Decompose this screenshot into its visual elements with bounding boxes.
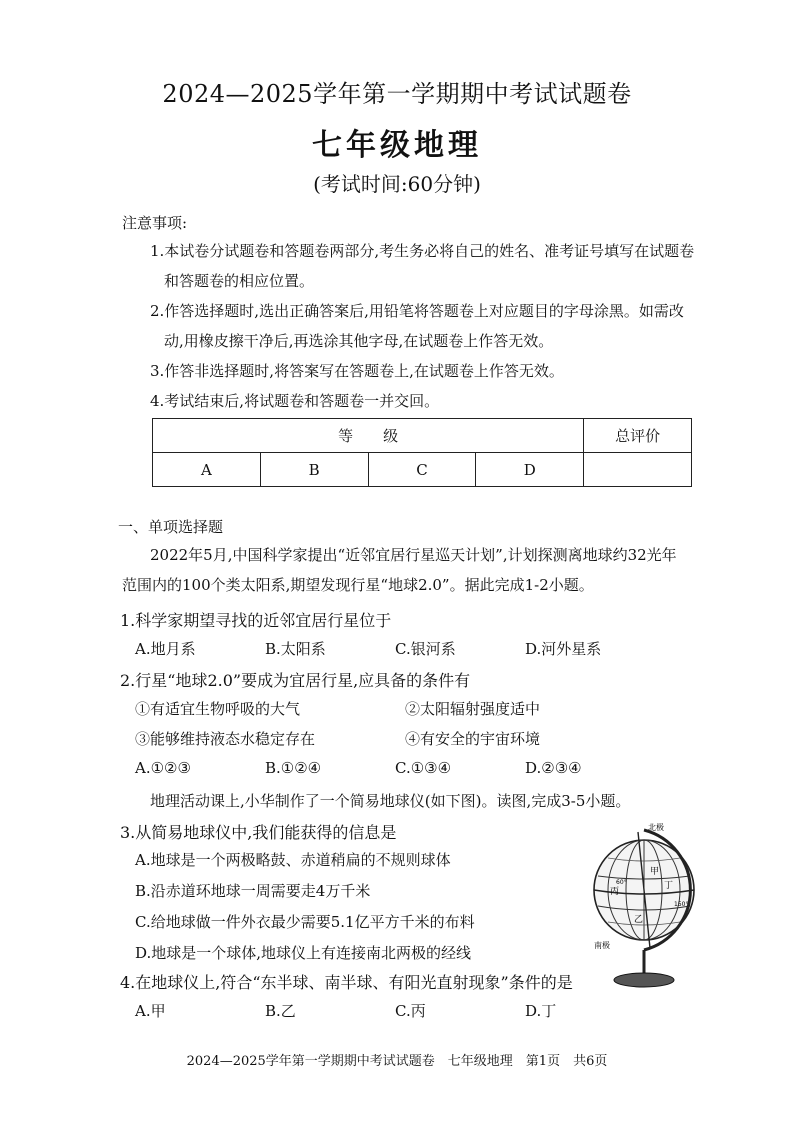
globe-label-lon-right: 150° [674, 901, 689, 908]
q1-option-c: C.银河系 [395, 640, 456, 658]
q1-option-d: D.河外星系 [525, 640, 602, 658]
exam-title: 2024—2025学年第一学期期中考试试题卷 [162, 80, 632, 108]
q2-condition-1: ①有适宜生物呼吸的大气 [135, 700, 301, 718]
q2-condition-2: ②太阳辐射强度适中 [405, 700, 541, 718]
grade-cell-d: D [476, 453, 584, 487]
globe-base [614, 973, 674, 987]
grade-cell-b: B [260, 453, 368, 487]
grade-cell-c: C [368, 453, 476, 487]
total-evaluation-header: 总评价 [584, 419, 692, 453]
q4-option-b: B.乙 [265, 1002, 296, 1020]
total-evaluation-cell [584, 453, 692, 487]
notice-heading: 注意事项: [122, 214, 188, 232]
intro-passage-2: 地理活动课上,小华制作了一个简易地球仪(如下图)。读图,完成3-5小题。 [150, 792, 631, 810]
grade-header: 等 级 [153, 419, 584, 453]
q4-option-d: D.丁 [525, 1002, 557, 1020]
notice-item-1: 1.本试卷分试题卷和答题卷两部分,考生务必将自己的姓名、准考证号填写在试题卷 [150, 242, 695, 260]
q2-option-c: C.①③④ [395, 759, 452, 777]
question-3-options [135, 845, 475, 969]
globe-label-south: 南极 [594, 941, 610, 950]
question-4-stem: 4.在地球仪上,符合“东半球、南半球、有阳光直射现象”条件的是 [120, 973, 573, 992]
notice-item-4: 4.考试结束后,将试题卷和答题卷一并交回。 [150, 392, 440, 410]
q1-option-b: B.太阳系 [265, 640, 326, 658]
page-footer: 2024—2025学年第一学期期中考试试题卷 七年级地理 第1页 共6页 [186, 1054, 608, 1069]
question-2-conditions-row2 [135, 728, 675, 749]
notice-item-2-cont: 动,用橡皮擦干净后,再选涂其他字母,在试题卷上作答无效。 [164, 332, 554, 350]
q4-option-c: C.丙 [395, 1002, 426, 1020]
subject-title: 七年级地理 [312, 128, 482, 163]
q3-option-c: C.给地球做一件外衣最少需要5.1亿平方千米的布料 [135, 913, 475, 931]
notice-item-2: 2.作答选择题时,选出正确答案后,用铅笔将答题卷上对应题目的字母涂黑。如需改 [150, 302, 684, 320]
q1-option-a: A.地月系 [135, 640, 196, 658]
section-heading: 一、单项选择题 [118, 518, 224, 536]
question-1-stem: 1.科学家期望寻找的近邻宜居行星位于 [120, 611, 392, 630]
grade-cell-a: A [153, 453, 261, 487]
intro-1-line-2: 范围内的100个类太阳系,期望发现行星“地球2.0”。据此完成1-2小题。 [122, 576, 594, 594]
q2-condition-4: ④有安全的宇宙环境 [405, 730, 541, 748]
question-2-options [135, 759, 655, 777]
globe-label-ding: 丁 [664, 881, 674, 891]
q4-option-a: A.甲 [135, 1002, 166, 1020]
q2-option-a: A.①②③ [135, 759, 191, 777]
grade-table [152, 418, 692, 487]
question-2-stem: 2.行星“地球2.0”要成为宜居行星,应具备的条件有 [120, 671, 471, 690]
q2-option-d: D.②③④ [525, 759, 582, 777]
q3-option-d: D.地球是一个球体,地球仪上有连接南北两极的经线 [135, 944, 472, 962]
q3-option-a: A.地球是一个两极略鼓、赤道稍扁的不规则球体 [135, 851, 451, 869]
q3-option-b: B.沿赤道环地球一周需要走4万千米 [135, 882, 371, 900]
globe-label-lon-left: 60° [616, 879, 627, 886]
intro-passage-1 [122, 540, 730, 600]
exam-duration: (考试时间:60分钟) [313, 172, 481, 196]
globe-label-yi: 乙 [634, 915, 644, 925]
question-2-conditions-row1 [135, 698, 675, 719]
question-3-stem: 3.从简易地球仪中,我们能获得的信息是 [120, 823, 397, 842]
question-1-options [135, 638, 655, 659]
globe-label-north: 北极 [648, 823, 664, 832]
q2-condition-3: ③能够维持液态水稳定存在 [135, 730, 316, 748]
globe-label-bing: 丙 [610, 887, 620, 897]
q2-option-b: B.①②④ [265, 759, 322, 777]
notice-list [150, 236, 730, 416]
question-4-options [135, 1000, 655, 1021]
notice-item-1-cont: 和答题卷的相应位置。 [164, 272, 315, 290]
notice-item-3: 3.作答非选择题时,将答案写在答题卷上,在试题卷上作答无效。 [150, 362, 564, 380]
globe-label-jia: 甲 [650, 867, 660, 877]
intro-1-line-1: 2022年5月,中国科学家提出“近邻宜居行星巡天计划”,计划探测离地球约32光年 [150, 546, 677, 564]
globe-figure [582, 818, 710, 996]
